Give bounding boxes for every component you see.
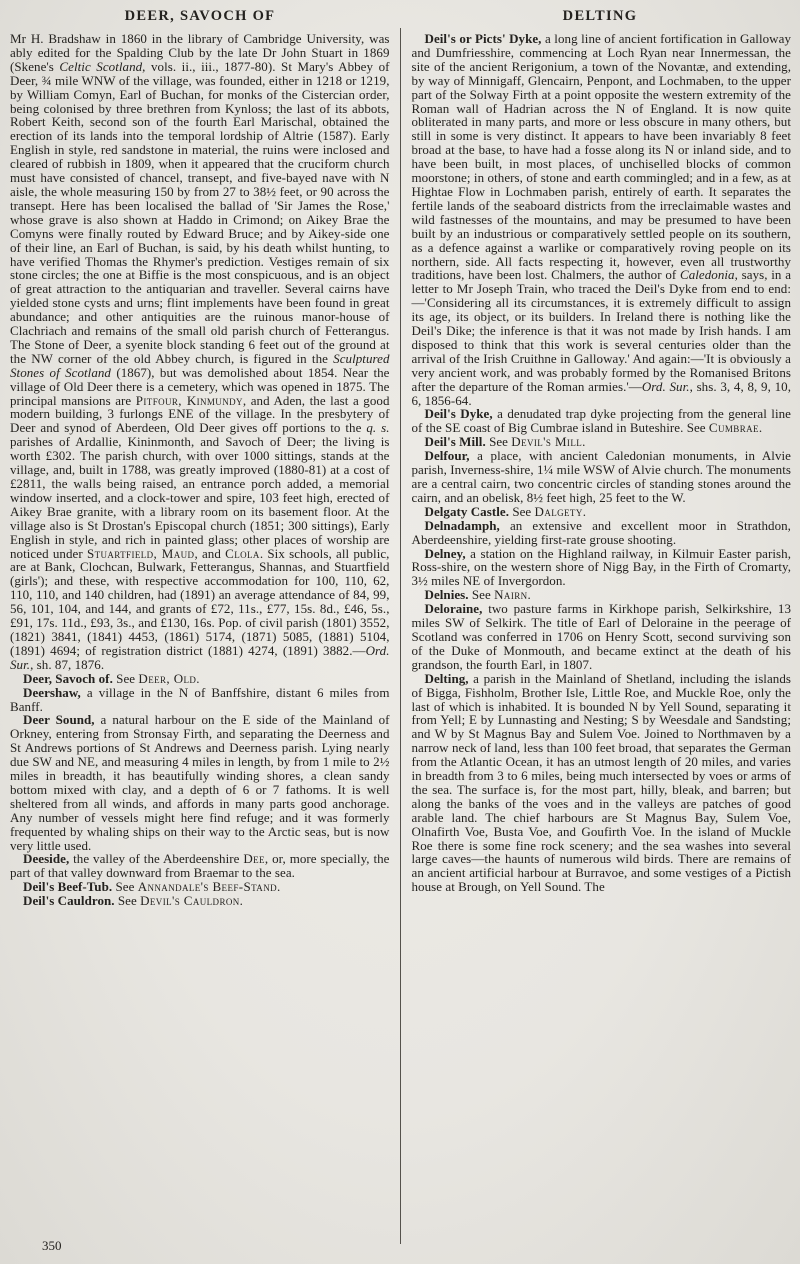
entry-deer-savoch-of: Deer, Savoch of. See Deer, Old. [23, 670, 200, 686]
entry-deloraine: Deloraine, two pasture farms in Kirkhope parish, Selkirkshire, 13 miles SW of Selkirk. The title of Earl of Deloraine in the peerage of Scotland was conferred in 1706 on Henry Scott, second surviving son of the Duke of Monmouth, and became extinct at the death of his grandson, the fourth Earl, in 1807. [411, 601, 791, 672]
running-head-right: DELTING [562, 8, 638, 24]
entry-deershaw: Deershaw, a village in the N of Banffshire, distant 6 miles from Banff. [10, 684, 390, 714]
entry-deils-cauldron: Deil's Cauldron. See Devil's Cauldron. [23, 893, 243, 909]
running-heads [0, 0, 800, 25]
left-column [10, 32, 401, 908]
entry-delfour: Delfour, a place, with ancient Caledonian monuments, in Alvie parish, Inverness-shire, 1¼ mile WSW of Alvie church. The monuments are a central cairn, two concentric circles of standing stones around the cairn, and an obelisk, 8½ feet high, 25 feet to the W. [411, 448, 791, 505]
entry-deils-or-picts-dyke: Deil's or Picts' Dyke, a long line of ancient fortification in Galloway and Dumfriesshire, commencing at Loch Ryan near Innermessan, the site of the ancient Rerigonium, a town of the Novantæ, and extending, by way of Minnigaff, Glencairn, Penpont, and Lochmaben, to the upper part of the Solway Firth at a point opposite the western extremity of the Roman wall of Hadrian across the N of England. It is now quite obliterated in many parts, and more or less obscure in many others, but still in some is very distinct. It appears to have been invariably 8 feet broad at the base, to have had a fosse along its N or inland side, and to have been built, in most places, of unchiselled blocks of common moorstone; in others, of stone and earth commingled; and in a few, as at Hightae Flow in Lochmaben parish, entirely of earth. It separates the fertile lands of the seaboard districts from the irreclaimable wastes and wild fastnesses of the mountains, and may be presumed to have been built by an industrious or comparatively settled people on its southern, as a defence against a warlike or comparatively roving people on its northern, side. All facts respecting it, however, even all trustworthy traditions, have been lost. Chalmers, the author of Caledonia, says, in a letter to Mr Joseph Train, who traced the Deil's Dyke from end to end:—'Considering all its circumstances, it is extremely difficult to assign its age, its object, or its builders. In Ireland there is nothing like the Deil's Dike; the inference is that it was not made by Irish hands. I am disposed to think that this work is several centuries older than the arrival of the Irish Cruithne in Galloway.' And again:—'It is obviously a very ancient work, and was probably formed by the Romanised Britons after the departure of the Roman armies.'—Ord. Sur., shs. 3, 4, 8, 9, 10, 6, 1856-64. [411, 31, 792, 408]
right-column [401, 32, 792, 908]
entry-deeside: Deeside, the valley of the Aberdeenshire Dee, or, more specially, the part of that valley downward from Braemar to the sea. [10, 851, 390, 881]
entry-delgaty-castle: Delgaty Castle. See Dalgety. [424, 503, 587, 519]
entry-deer-sound: Deer Sound, a natural harbour on the E side of the Mainland of Orkney, entering from Stronsay Firth, and separating the Deerness and St Andrews portions of St Andrews and Deerness parish. Lying nearly due SW and NE, and measuring 4 miles in length, by from 1 mile to 2½ miles in breadth, it has beautifully winding shores, a clean sandy bottom mixed with clay, and a depth of 6 or 7 fathoms. It is well sheltered from all winds, and affords in many parts good anchorage. Any number of vessels might here find refuge; and it was formerly frequented by whaling ships on their way to the Arctic seas, but is now very little used. [10, 712, 390, 853]
entry-deer-old-continuation: Mr H. Bradshaw in 1860 in the library of Cambridge University, was ably edited for the Spalding Club by the late Dr John Stuart in 1869 (Skene's Celtic Scotland, vols. ii., iii., 1877-80). St Mary's Abbey of Deer, ¾ mile WNW of the village, was founded, either in 1218 or 1219, by William Comyn, Earl of Buchan, for monks of the Cistercian order, being colonised by three brethren from Kynloss; the last of its abbots, Robert Keith, second son of the fourth Earl Marischal, obtained the erection of its lands into the temporal lordship of Altrie (1587). Early English in style, red sandstone in material, the ruins were inclosed and cleared of rubbish in 1809, when it appeared that the cruciform church must have consisted of chancel, transept, and five-bayed nave with N aisle, the whole measuring 150 by from 27 to 38½ feet, or 90 across the transept. Here has been localised the ballad of 'Sir James the Rose,' whose grave is also shown at Haddo in Crimond; on Aikey Brae the Comyns were finally routed by Edward Bruce; and by Aikey-side one of their line, an Earl of Buchan, is said, by his death whilst hunting, to have verified Thomas the Rhymer's prediction. Vestiges remain of six stone circles; the one at Biffie is the most conspicuous, and is an object of great attraction to the antiquarian and traveller. Several cairns have yielded stone cysts and urns; flint implements have been found in great abundance; and other antiquities are the ruinous manor-house of Clachriach and remains of the small old parish church of Fetterangus. The Stone of Deer, a syenite block standing 6 feet out of the ground at the NW corner of the old Abbey church, is figured in the Sculptured Stones of Scotland (1867), but was demolished about 1854. Near the village of Old Deer there is a cemetery, which was opened in 1875. The principal mansions are Pitfour, Kinmundy, and Aden, the last a good modern building, 3 furlongs ENE of the village. In the presbytery of Deer and synod of Aberdeen, Old Deer gives off portions to the q. s. parishes of Ardallie, Kininmonth, and Savoch of Deer; the living is worth £302. The parish church, with over 1000 sittings, stands at the village, and, built in 1788, was greatly improved (1880-81) at a cost of £2811, the walls being raised, an entrance porch added, a memorial window inserted, and a clock-tower and spire, 103 feet high, erected of Aikey Brae granite, with a library room on its basement floor. At the village also is St Drostan's Episcopal church (1851; 300 sittings), Early English in style, and rich in painted glass; other places of worship are noticed under Stuartfield, Maud, and Clola. Six schools, all public, are at Bank, Clochcan, Bulwark, Fetterangus, Shannas, and Stuartfield (girls'); and these, with respective accommodation for 100, 110, 62, 110, 110, and 140 children, had (1891) an average attendance of 84, 99, 56, 101, 104, and 144, and grants of £72, 11s., £77, 15s. 8d., £46, 5s., £91, 17s. 11d., £93, 3s., and £130, 16s. Pop. of civil parish (1801) 3552, (1821) 3841, (1841) 4453, (1861) 5174, (1871) 5085, (1881) 5104, (1891) 4694; of registration district (1881) 4274, (1891) 3882.—Ord. Sur., sh. 87, 1876. [10, 31, 390, 672]
column-divider [400, 28, 401, 1244]
running-head-left: DEER, SAVOCH OF [124, 8, 276, 24]
entry-deils-dyke: Deil's Dyke, a denudated trap dyke projecting from the general line of the SE coast of Big Cumbrae island in Buteshire. See Cumbrae. [411, 406, 791, 436]
entry-deils-mill: Deil's Mill. See Devil's Mill. [424, 434, 586, 450]
entry-delnadamph: Delnadamph, an extensive and excellent moor in Strathdon, Aberdeenshire, yielding first-rate grouse shooting. [411, 517, 791, 547]
entry-deils-beef-tub: Deil's Beef-Tub. See Annandale's Beef-Stand. [23, 879, 281, 895]
entry-delney: Delney, a station on the Highland railway, in Kilmuir Easter parish, Ross-shire, on the western shore of Nigg Bay, in the Firth of Cromarty, 3½ miles NE of Invergordon. [411, 545, 791, 589]
page-number: 350 [42, 1238, 62, 1253]
entry-delting: Delting, a parish in the Mainland of Shetland, including the islands of Bigga, Fishholm, Brother Isle, Little Roe, and Muckle Roe, only the last of which is inhabited. It is bounded N by Yell Sound, separating it from Yell; E by Lunnasting and Nesting; S by Weesdale and Sandsting; and W by St Magnus Bay and Sulem Voe. Joined to Northmaven by a narrow neck of land, less than 100 feet broad, that separates the German from the Atlantic Ocean, it has an utmost length of 20 miles, and varies in breadth from 3 to 6 miles, being much intersected by voes or arms of the sea. The surface is, for the most part, hilly, bleak, and barren; but along the banks of the voes and in the valleys are patches of good arable land. The chief harbours are St Magnus Bay, Sulem Voe, Olnafirth Voe, Busta Voe, and Goufirth Voe. In the island of Muckle Roe there is some fine rock scenery; and the sea washes into several large caves—the haunts of numerous wild birds. There are remains of an ancient artificial harbour at Burravoe, and some vestiges of a Pictish house at Brough, on Yell Sound. The [411, 670, 791, 895]
entry-delnies: Delnies. See Nairn. [424, 587, 531, 603]
